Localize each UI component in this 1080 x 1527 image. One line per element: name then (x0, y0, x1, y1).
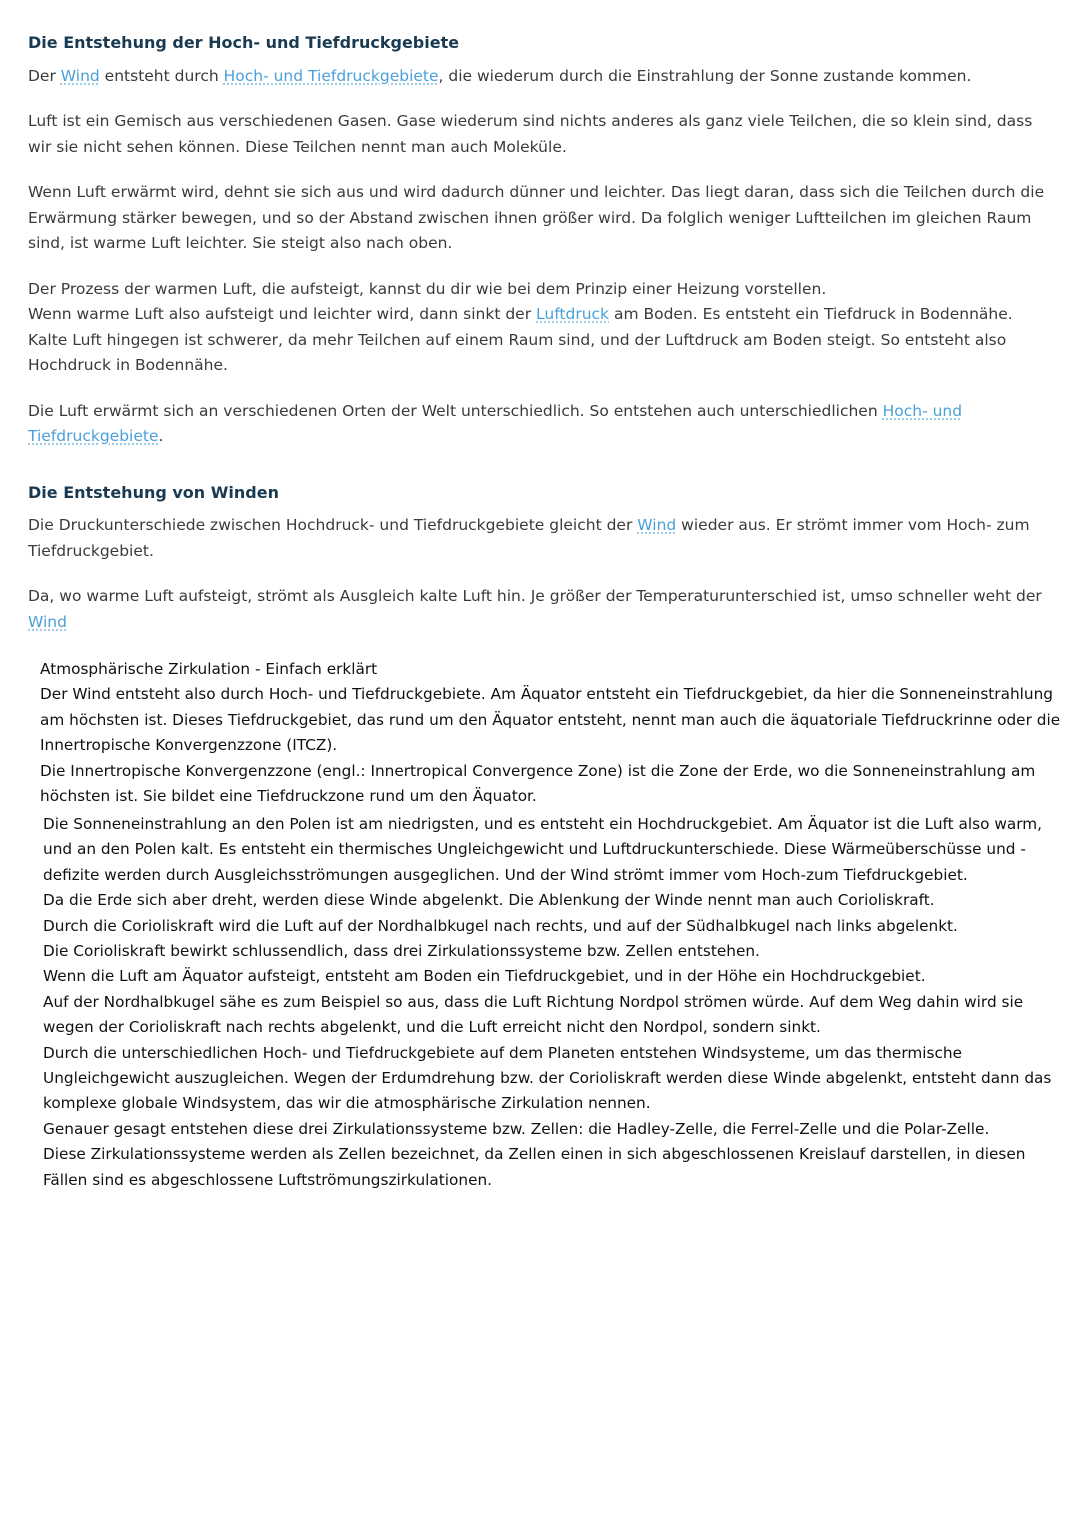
paragraph-equator-rise: Wenn die Luft am Äquator aufsteigt, entsteht am Boden ein Tiefdruckgebiet, und in der Höhe ein Hochdruckgebiet. (43, 967, 926, 986)
paragraph-coriolis: Da die Erde sich aber dreht, werden diese Winde abgelenkt. Die Ablenkung der Winde nennt man auch Corioliskraft. (43, 891, 935, 910)
link-pressure-areas[interactable]: Hoch- und Tiefdruckgebiete (223, 66, 439, 85)
paragraph-coriolis-direction: Durch die Corioliskraft wird die Luft auf der Nordhalbkugel nach rechts, und auf der Südhalbkugel nach links abgelenkt. (43, 916, 958, 935)
paragraph-itcz-definition: Die Innertropische Konvergenzzone (engl.: Innertropical Convergence Zone) ist die Zone der Erde, wo die Sonneneinstrahlung am höchsten ist. Sie bildet eine Tiefdruckzone rund um den Äquator. (40, 761, 1036, 806)
section-heading-pressure-areas: Die Entstehung der Hoch- und Tiefdruckgebiete (28, 33, 460, 52)
paragraph-pressure-balance: Die Druckunterschiede zwischen Hochdruck- und Tiefdruckgebiete gleicht der Wind wieder aus. Er strömt immer vom Hoch- zum Tiefdruckgebiet. (28, 516, 1030, 560)
circulation-intro-block (40, 657, 1070, 809)
paragraph-three-cells: Die Corioliskraft bewirkt schlussendlich, dass drei Zirkulationssysteme bzw. Zellen entstehen. (43, 942, 760, 961)
paragraph-warm-air: Wenn Luft erwärmt wird, dehnt sie sich aus und wird dadurch dünner und leichter. Das liegt daran, dass sich die Teilchen durch die Erwärmung stärker bewegen, und so der Abstand zwischen ihnen größer wird. Da folglich weniger Luftteilchen im gleichen Raum sind, ist warme Luft leichter. Sie steigt also nach oben. (28, 183, 1045, 252)
circulation-title: Atmosphärische Zirkulation - Einfach erklärt (40, 660, 378, 678)
paragraph-poles-high-pressure: Die Sonneneinstrahlung an den Polen ist am niedrigsten, und es entsteht ein Hochdruckgebiet. Am Äquator ist die Luft also warm, und an den Polen kalt. Es entsteht ein thermisches Ungleichgewicht und Luftdruckunterschiede. Diese Wärmeüberschüsse und -defizite werden durch Ausgleichsströmungen ausgeglichen. Und der Wind strömt immer vom Hoch-zum Tiefdruckgebiet. (43, 815, 1042, 884)
paragraph-itcz-origin: Der Wind entsteht also durch Hoch- und Tiefdruckgebiete. Am Äquator entsteht ein Tiefdruckgebiet, da hier die Sonneneinstrahlung am höchsten ist. Dieses Tiefdruckgebiet, das rund um den Äquator entsteht, nennt man auch die äquatoriale Tiefdruckrinne oder die Innertropische Konvergenzzone (ITCZ). (40, 685, 1061, 755)
paragraph-regional-heating: Die Luft erwärmt sich an verschiedenen Orten der Welt unterschiedlich. So entstehen auch unterschiedlichen Hoch- und Tiefdruckgebiete. (28, 401, 963, 445)
link-pressure-areas-2[interactable]: Hoch- und Tiefdruckgebiete (28, 401, 963, 445)
paragraph-wind-systems: Durch die unterschiedlichen Hoch- und Tiefdruckgebiete auf dem Planeten entstehen Windsysteme, um das thermische Ungleichgewicht auszugleichen. Wegen der Erdumdrehung bzw. der Corioliskraft werden diese Winde abgelenkt, entsteht dann das komplexe globale Windsystem, das wir die atmosphärische Zirkulation nennen. (43, 1043, 1052, 1113)
link-wind-3[interactable]: Wind (28, 612, 67, 631)
circulation-details-block (43, 812, 1063, 1193)
section-heading-winds: Die Entstehung von Winden (28, 482, 279, 502)
paragraph-temperature-difference: Da, wo warme Luft aufsteigt, strömt als Ausgleich kalte Luft hin. Je größer der Temperaturunterschied ist, umso schneller weht der Wind (28, 587, 1042, 631)
article-section (28, 30, 1052, 655)
link-air-pressure[interactable]: Luftdruck (536, 305, 610, 323)
paragraph-air-pressure: Der Prozess der warmen Luft, die aufsteigt, kannst du dir wie bei dem Prinzip einer Heizung vorstellen. Wenn warme Luft also aufsteigt und leichter wird, dann sinkt der Luftdruck am Boden. Es entsteht ein Tiefdruck in Bodennähe. Kalte Luft hingegen ist schwerer, da mehr Teilchen auf einem Raum sind, und der Luftdruck am Boden steigt. So entsteht also Hochdruck in Bodennähe. (28, 279, 1013, 374)
paragraph-wind-origin: Der Wind entsteht durch Hoch- und Tiefdruckgebiete, die wiederum durch die Einstrahlung der Sonne zustande kommen. (28, 66, 972, 85)
paragraph-cell-definition: Diese Zirkulationssysteme werden als Zellen bezeichnet, da Zellen einen in sich abgeschlossenen Kreislauf darstellen, in diesen Fällen sind es abgeschlossene Luftströmungszirkulationen. (43, 1145, 1026, 1189)
link-wind[interactable]: Wind (60, 66, 100, 85)
paragraph-northern-hemisphere: Auf der Nordhalbkugel sähe es zum Beispiel so aus, dass die Luft Richtung Nordpol strömen würde. Auf dem Weg dahin wird sie wegen der Corioliskraft nach rechts abgelenkt, und die Luft erreicht nicht den Nordpol, sondern sinkt. (43, 992, 1024, 1037)
paragraph-cell-names: Genauer gesagt entstehen diese drei Zirkulationssysteme bzw. Zellen: die Hadley-Zelle, die Ferrel-Zelle und die Polar-Zelle. (43, 1119, 990, 1138)
link-wind-2[interactable]: Wind (637, 516, 677, 534)
paragraph-air-gases: Luft ist ein Gemisch aus verschiedenen Gasen. Gase wiederum sind nichts anderes als ganz viele Teilchen, die so klein sind, dass wir sie nicht sehen können. Diese Teilchen nennt man auch Moleküle. (28, 112, 1033, 156)
